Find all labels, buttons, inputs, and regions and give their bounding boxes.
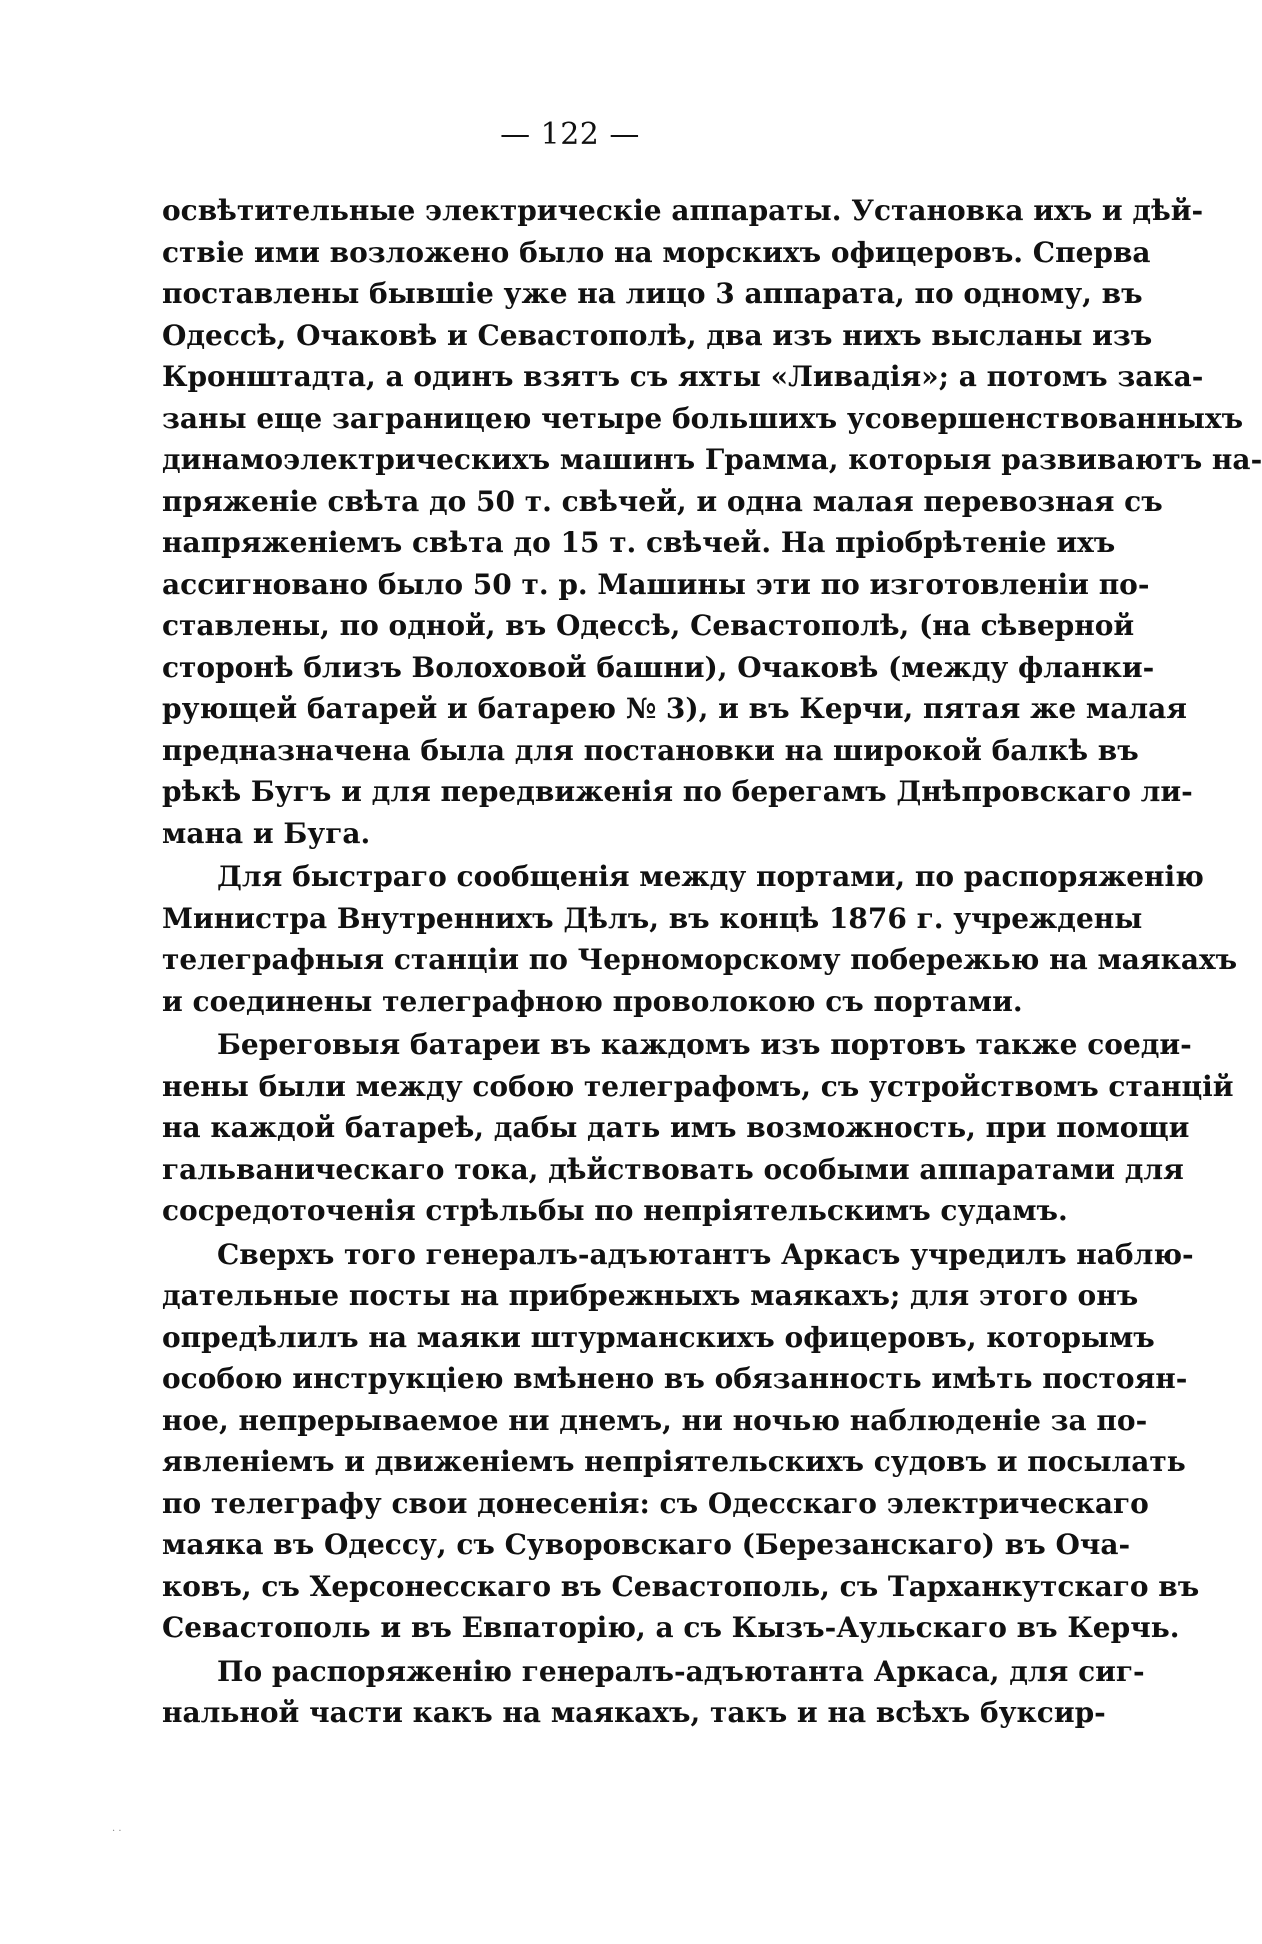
text-line: Севастополь и въ Евпаторію, а съ Кызъ-Аульскаго въ Керчь. xyxy=(162,1611,1180,1644)
text-line: маяка въ Одессу, съ Суворовскаго (Березанскаго) въ Оча- xyxy=(162,1528,1131,1561)
text-line: пряженіе свѣта до 50 т. свѣчей, и одна малая перевозная съ xyxy=(162,484,1163,518)
text-line: динамоэлектрическихъ машинъ Грамма, которыя развиваютъ на- xyxy=(162,443,1262,476)
text-line: Береговыя батареи въ каждомъ изъ портовъ также соеди- xyxy=(217,1028,1192,1061)
text-line: заны еще заграницею четыре большихъ усовершенствованныхъ xyxy=(162,401,1244,435)
text-line: освѣтительные электрическіе аппараты. Установка ихъ и дѣй- xyxy=(162,194,1204,227)
text-line: по телеграфу свои донесенія: съ Одесскаго электрическаго xyxy=(162,1486,1149,1520)
body-text xyxy=(162,190,1262,1734)
text-line: предназначена была для постановки на широкой балкѣ въ xyxy=(162,733,1139,767)
text-line: Сверхъ того генералъ-адъютантъ Аркасъ учредилъ наблю- xyxy=(217,1237,1194,1271)
text-line: Кронштадта, а одинъ взятъ съ яхты «Ливадія»; а потомъ зака- xyxy=(162,360,1204,393)
text-line: нальной части какъ на маякахъ, такъ и на всѣхъ буксир- xyxy=(162,1696,1106,1729)
paragraph-2 xyxy=(162,856,1238,1022)
text-line: ставлены, по одной, въ Одессѣ, Севастополѣ, (на сѣверной xyxy=(162,609,1135,642)
text-line: сторонѣ близъ Волоховой башни), Очаковѣ (между фланки- xyxy=(162,650,1155,684)
page-number: — 122 — xyxy=(500,117,640,152)
text-line: ствіе ими возложено было на морскихъ офицеровъ. Сперва xyxy=(162,235,1151,269)
text-line: По распоряженію генералъ-адъютанта Аркаса, для сиг- xyxy=(217,1654,1145,1688)
text-line: напряженіемъ свѣта до 15 т. свѣчей. На пріобрѣтеніе ихъ xyxy=(162,526,1116,559)
text-line: Одессѣ, Очаковѣ и Севастополѣ, два изъ нихъ высланы изъ xyxy=(162,318,1153,352)
text-line: ассигновано было 50 т. р. Машины эти по изготовленіи по- xyxy=(162,567,1150,601)
text-line: на каждой батареѣ, дабы дать имъ возможность, при помощи xyxy=(162,1111,1190,1144)
text-line: Для быстраго сообщенія между портами, по распоряженію xyxy=(217,860,1204,893)
text-line: телеграфныя станціи по Черноморскому побережью на маякахъ xyxy=(162,943,1238,976)
text-line: сосредоточенія стрѣльбы по непріятельскимъ судамъ. xyxy=(162,1194,1068,1227)
paragraph-4 xyxy=(162,1234,1200,1649)
paragraph-3 xyxy=(162,1024,1234,1232)
text-line: ковъ, съ Херсонесскаго въ Севастополь, съ Тарханкутскаго въ xyxy=(162,1569,1200,1603)
scan-speck: · · xyxy=(112,1826,122,1837)
text-line: ное, непрерываемое ни днемъ, ни ночью наблюденіе за по- xyxy=(162,1403,1148,1437)
text-line: опредѣлилъ на маяки штурманскихъ офицеровъ, которымъ xyxy=(162,1320,1155,1354)
text-line: гальваническаго тока, дѣйствовать особыми аппаратами для xyxy=(162,1152,1184,1186)
text-line: поставлены бывшіе уже на лицо 3 аппарата, по одному, въ xyxy=(162,277,1143,310)
text-line: и соединены телеграфною проволокою съ портами. xyxy=(162,984,1023,1018)
text-line: рующей батарей и батарею № 3), и въ Керчи, пятая же малая xyxy=(162,692,1187,725)
text-line: явленіемъ и движеніемъ непріятельскихъ судовъ и посылать xyxy=(162,1445,1186,1478)
text-line: мана и Буга. xyxy=(162,816,371,850)
text-line: дательные посты на прибрежныхъ маякахъ; для этого онъ xyxy=(162,1279,1139,1312)
text-line: Министра Внутреннихъ Дѣлъ, въ концѣ 1876 г. учреждены xyxy=(162,901,1143,935)
paragraph-1 xyxy=(162,190,1262,854)
text-line: нены были между собою телеграфомъ, съ устройствомъ станцій xyxy=(162,1069,1234,1103)
text-line: особою инструкціею вмѣнено въ обязанность имѣть постоян- xyxy=(162,1362,1188,1395)
paragraph-5 xyxy=(162,1651,1145,1734)
text-line: рѣкѣ Бугъ и для передвиженія по берегамъ Днѣпровскаго ли- xyxy=(162,775,1193,808)
